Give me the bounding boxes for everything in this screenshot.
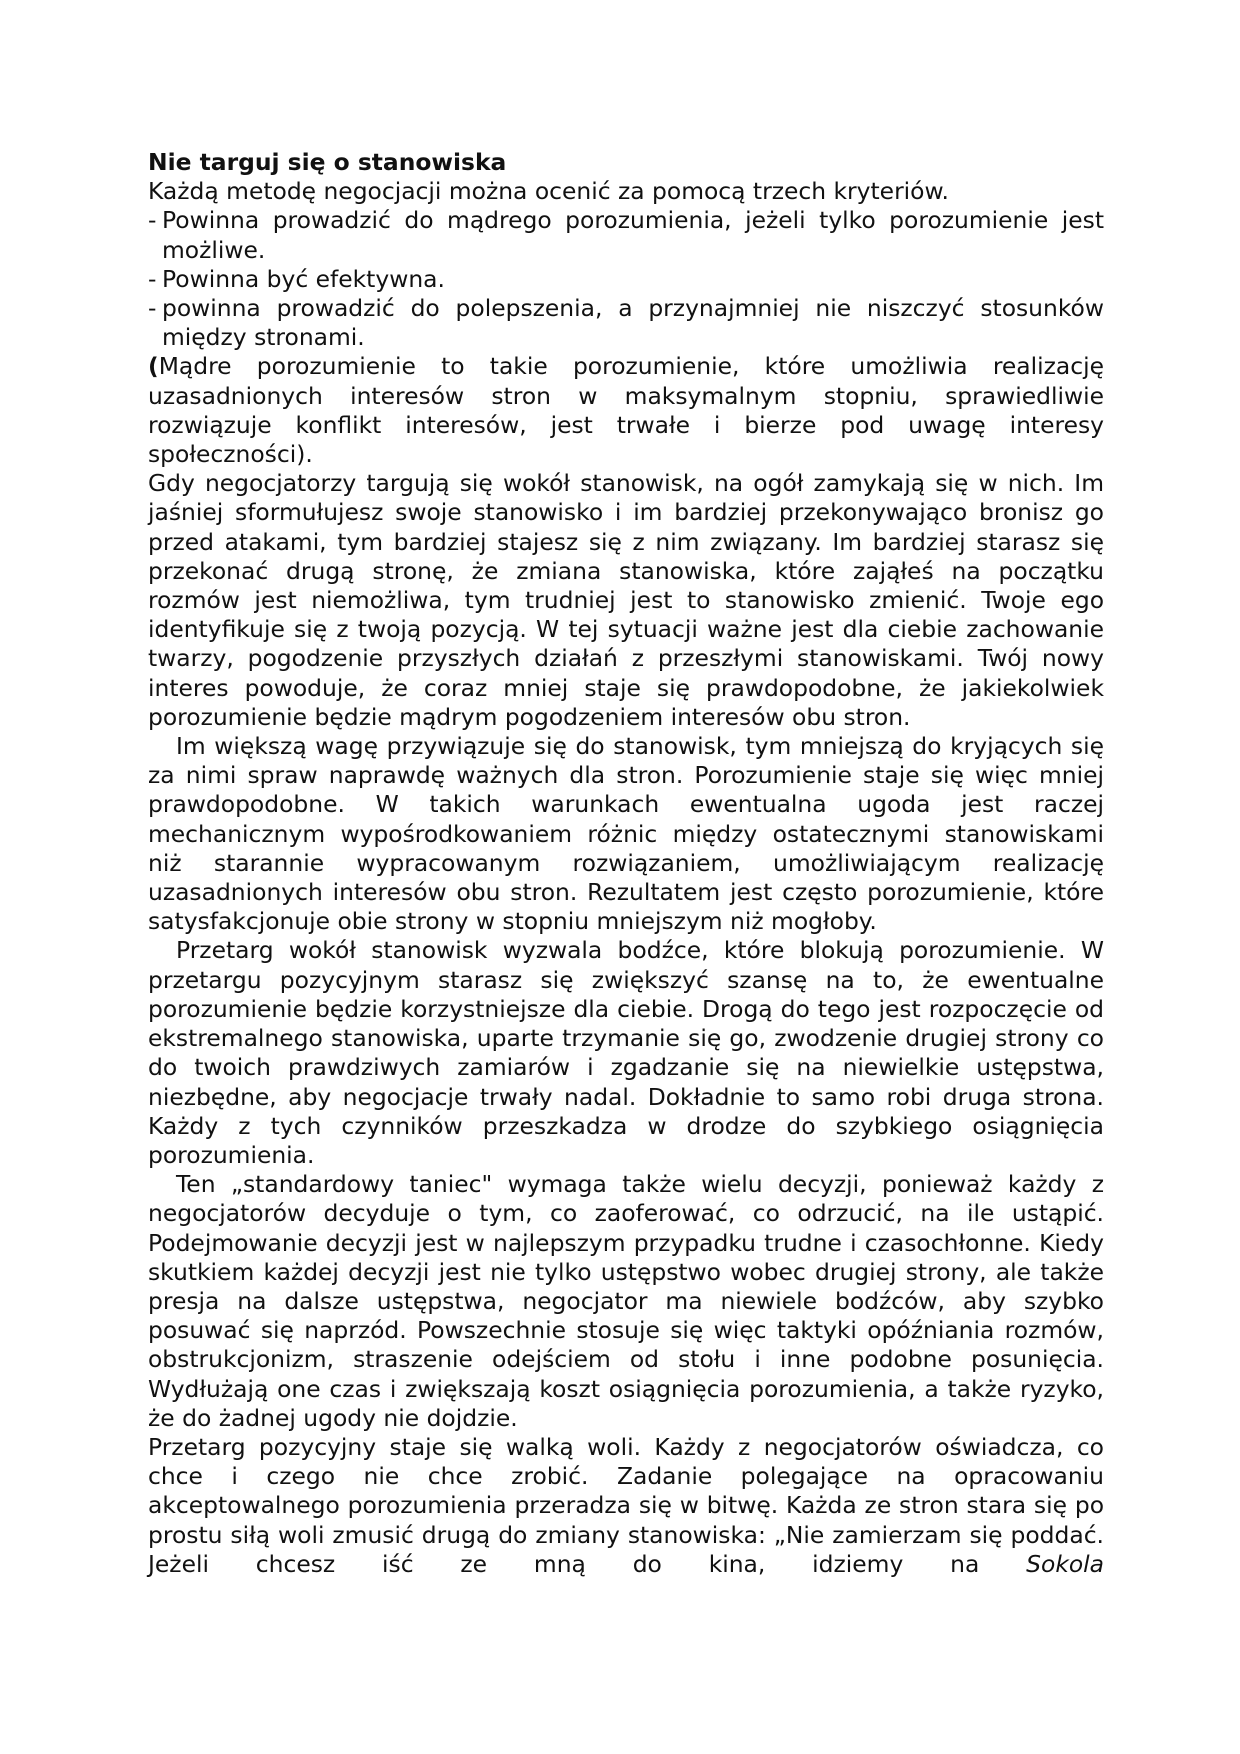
criteria-item bbox=[148, 206, 1104, 264]
list-dash: - bbox=[148, 264, 157, 293]
criteria-text: Powinna być efektywna. bbox=[162, 264, 445, 293]
criteria-item bbox=[148, 265, 1104, 294]
criteria-text: Powinna prowadzić do mądrego porozumienia, jeżeli tylko porozumienie jest możliwe. bbox=[162, 206, 1104, 264]
list-dash: - bbox=[148, 206, 157, 235]
final-paragraph-text: Przetarg pozycyjny staje się walką woli. Każdy z negocjatorów oświadcza, co chce i czego nie chce zrobić. Zadanie polegające na opracowaniu akceptowalnego porozumienia przeradza się w bitwę. Każda ze stron stara się po prostu siłą woli zmusić drugą do zmiany stanowiska: „Nie zamierzam się poddać. Jeżeli chcesz iść ze mną do kina, idziemy na bbox=[148, 1432, 1104, 1578]
open-paren: ( bbox=[148, 352, 159, 381]
definition-paragraph bbox=[148, 352, 1104, 469]
criteria-text: powinna prowadzić do polepszenia, a przynajmniej nie niszczyć stosunków między stronami. bbox=[162, 294, 1104, 352]
document-heading: Nie targuj się o stanowiska bbox=[148, 148, 507, 176]
document-page bbox=[148, 148, 1104, 1579]
criteria-item bbox=[148, 294, 1104, 352]
body-paragraph: Przetarg wokół stanowisk wyzwala bodźce, które blokują porozumienie. W przetargu pozycyjnym starasz się zwiększyć szansę na to, że ewentualne porozumienie będzie korzystniejsze dla ciebie. Drogą do tego jest rozpoczęcie od ekstremalnego stanowiska, uparte trzymanie się go, zwodzenie drugiej strony co do twoich prawdziwych zamiarów i zgadzanie się na niewielkie ustępstwa, niezbędne, aby negocjacje trwały nadal. Dokładnie to samo robi druga strona. Każdy z tych czynników przeszkadza w drodze do szybkiego osiągnięcia porozumienia. bbox=[148, 936, 1104, 1169]
body-paragraph: Gdy negocjatorzy targują się wokół stanowisk, na ogół zamykają się w nich. Im jaśniej sformułujesz swoje stanowisko i im bardziej przekonywająco bronisz go przed atakami, tym bardziej stajesz się z nim związany. Im bardziej starasz się przekonać drugą stronę, że zmiana stanowiska, które zająłeś na początku rozmów jest niemożliwa, tym trudniej jest to stanowisko zmienić. Twoje ego identyfikuje się z twoją pozycją. W tej sytuacji ważne jest dla ciebie zachowanie twarzy, pogodzenie przyszłych działań z przeszłymi stanowiskami. Twój nowy interes powoduje, że coraz mniej staje się prawdopodobne, że jakiekolwiek porozumienie będzie mądrym pogodzeniem interesów obu stron. bbox=[148, 469, 1104, 731]
definition-text: Mądre porozumienie to takie porozumienie, które umożliwia realizację uzasadnionych interesów stron w maksymalnym stopniu, sprawiedliwie rozwiązuje konflikt interesów, jest trwałe i bierze pod uwagę interesy społeczności). bbox=[148, 352, 1104, 469]
final-paragraph bbox=[148, 1433, 1104, 1579]
list-dash: - bbox=[148, 294, 157, 323]
film-title: Sokola bbox=[1026, 1549, 1105, 1578]
intro-line: Każdą metodę negocjacji można ocenić za pomocą trzech kryteriów. bbox=[148, 177, 949, 206]
body-paragraph: Im większą wagę przywiązuje się do stanowisk, tym mniejszą do kryjących się za nimi spraw naprawdę ważnych dla stron. Porozumienie staje się więc mniej prawdopodobne. W takich warunkach ewentualna ugoda jest raczej mechanicznym wypośrodkowaniem różnic między ostatecznymi stanowiskami niż starannie wypracowanym rozwiązaniem, umożliwiającym realizację uzasadnionych interesów obu stron. Rezultatem jest często porozumienie, które satysfakcjonuje obie strony w stopniu mniejszym niż mogłoby. bbox=[148, 732, 1104, 936]
body-paragraph: Ten „standardowy taniec" wymaga także wielu decyzji, ponieważ każdy z negocjatorów decyduje o tym, co zaoferować, co odrzucić, na ile ustąpić. Podejmowanie decyzji jest w najlepszym przypadku trudne i czasochłonne. Kiedy skutkiem każdej decyzji jest nie tylko ustępstwo wobec drugiej strony, ale także presja na dalsze ustępstwa, negocjator ma niewiele bodźców, aby szybko posuwać się naprzód. Powszechnie stosuje się więc taktyki opóźniania rozmów, obstrukcjonizm, straszenie odejściem od stołu i inne podobne posunięcia. Wydłużają one czas i zwiększają koszt osiągnięcia porozumienia, a także ryzyko, że do żadnej ugody nie dojdzie. bbox=[148, 1170, 1104, 1432]
